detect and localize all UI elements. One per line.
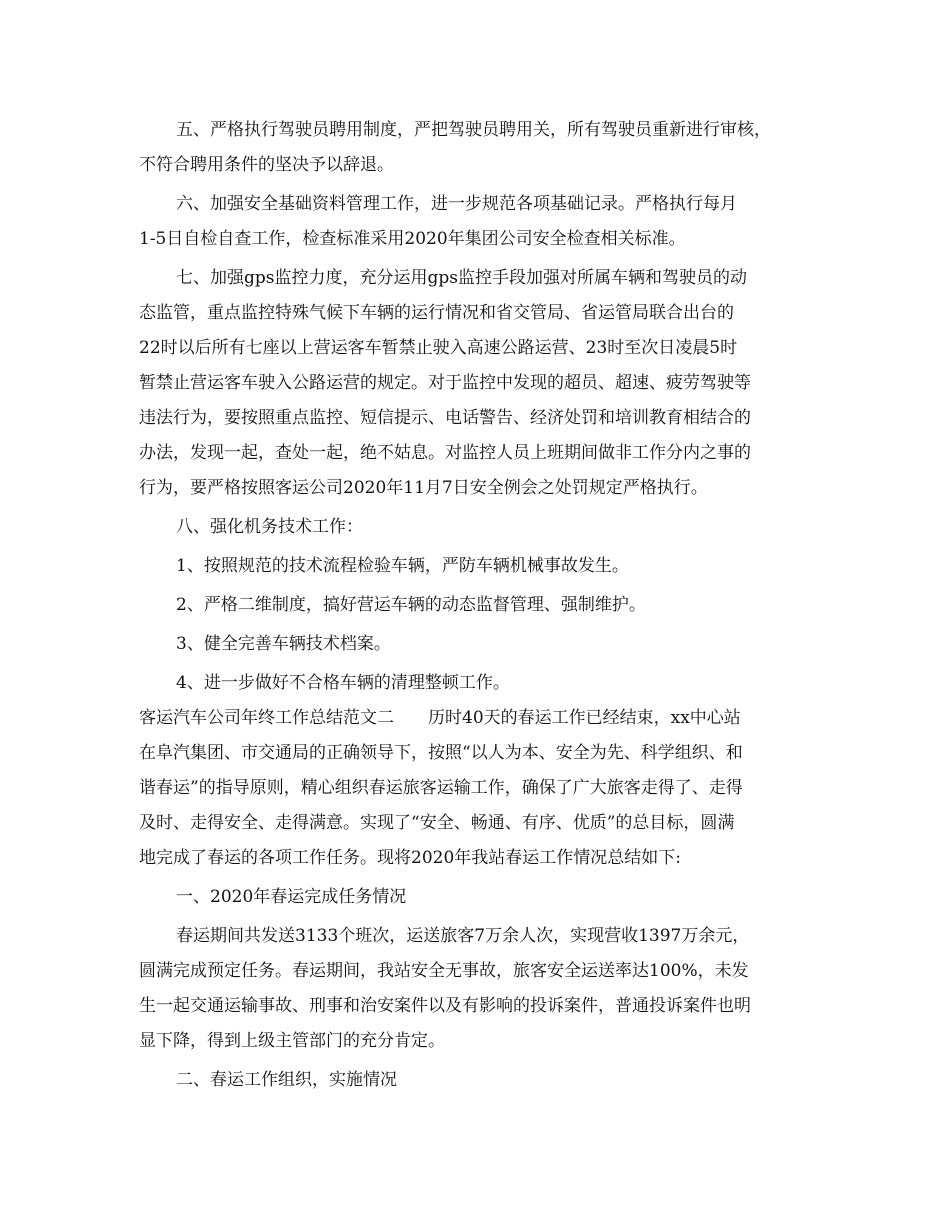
- section-1-heading: 一、2020年春运完成任务情况: [176, 887, 407, 907]
- summary-line-2: 在阜汽集团、市交通局的正确领导下，按照“以人为本、安全为先、科学组织、和: [139, 743, 743, 763]
- section-1-line-2: 圆满完成预定任务。春运期间，我站安全无事故，旅客安全运送率达100%，未发: [139, 961, 749, 981]
- paragraph-7-line-2: 态监管，重点监控特殊气候下车辆的运行情况和省交管局、省运管局联合出台的: [139, 303, 734, 323]
- summary-line-4: 及时、走得安全、走得满意。实现了“安全、畅通、有序、优质”的总目标，圆满: [139, 813, 735, 833]
- section-1-line-3: 生一起交通运输事故、刑事和治安案件以及有影响的投诉案件，普通投诉案件也明: [139, 996, 751, 1016]
- paragraph-5-line-1: 五、严格执行驾驶员聘用制度，严把驾驶员聘用关，所有驾驶员重新进行审核，: [176, 120, 771, 140]
- section-8-item-3: 3、健全完善车辆技术档案。: [176, 634, 391, 654]
- section-2-heading: 二、春运工作组织，实施情况: [176, 1070, 397, 1090]
- section-1-line-4: 显下降，得到上级主管部门的充分肯定。: [139, 1031, 445, 1051]
- paragraph-7-line-3: 22时以后所有七座以上营运客车暂禁止驶入高速公路运营、23时至次日凌晨5时: [139, 338, 738, 358]
- section-8-heading: 八、强化机务技术工作：: [176, 517, 363, 537]
- section-8-item-1: 1、按照规范的技术流程检验车辆，严防车辆机械事故发生。: [176, 556, 629, 576]
- paragraph-6-line-1: 六、加强安全基础资料管理工作，进一步规范各项基础记录。严格执行每月: [176, 194, 737, 214]
- section-8-item-2: 2、严格二维制度，搞好营运车辆的动态监督管理、强制维护。: [176, 595, 646, 615]
- section-1-line-1: 春运期间共发送3133个班次，运送旅客7万余人次，实现营收1397万余元，: [176, 926, 750, 946]
- paragraph-7-line-7: 行为，要严格按照客运公司2020年11月7日安全例会之处罚规定严格执行。: [139, 478, 708, 498]
- summary-title-line: 客运汽车公司年终工作总结范文二 历时40天的春运工作已经结束，xx中心站: [139, 708, 741, 728]
- paragraph-7-line-4: 暂禁止营运客车驶入公路运营的规定。对于监控中发现的超员、超速、疲劳驾驶等: [139, 373, 751, 393]
- paragraph-7-line-6: 办法，发现一起，查处一起，绝不姑息。对监控人员上班期间做非工作分内之事的: [139, 443, 751, 463]
- paragraph-6-line-2: 1-5日自检自查工作，检查标准采用2020年集团公司安全检查相关标准。: [139, 229, 686, 249]
- paragraph-7-line-5: 违法行为，要按照重点监控、短信提示、电话警告、经济处罚和培训教育相结合的: [139, 408, 751, 428]
- paragraph-7-line-1: 七、加强gps监控力度，充分运用gps监控手段加强对所属车辆和驾驶员的动: [176, 268, 747, 288]
- paragraph-5-line-2: 不符合聘用条件的坚决予以辞退。: [139, 155, 394, 175]
- summary-line-3: 谐春运”的指导原则，精心组织春运旅客运输工作，确保了广大旅客走得了、走得: [139, 778, 743, 798]
- summary-line-5: 地完成了春运的各项工作任务。现将2020年我站春运工作情况总结如下:: [139, 848, 681, 868]
- section-8-item-4: 4、进一步做好不合格车辆的清理整顿工作。: [176, 673, 510, 693]
